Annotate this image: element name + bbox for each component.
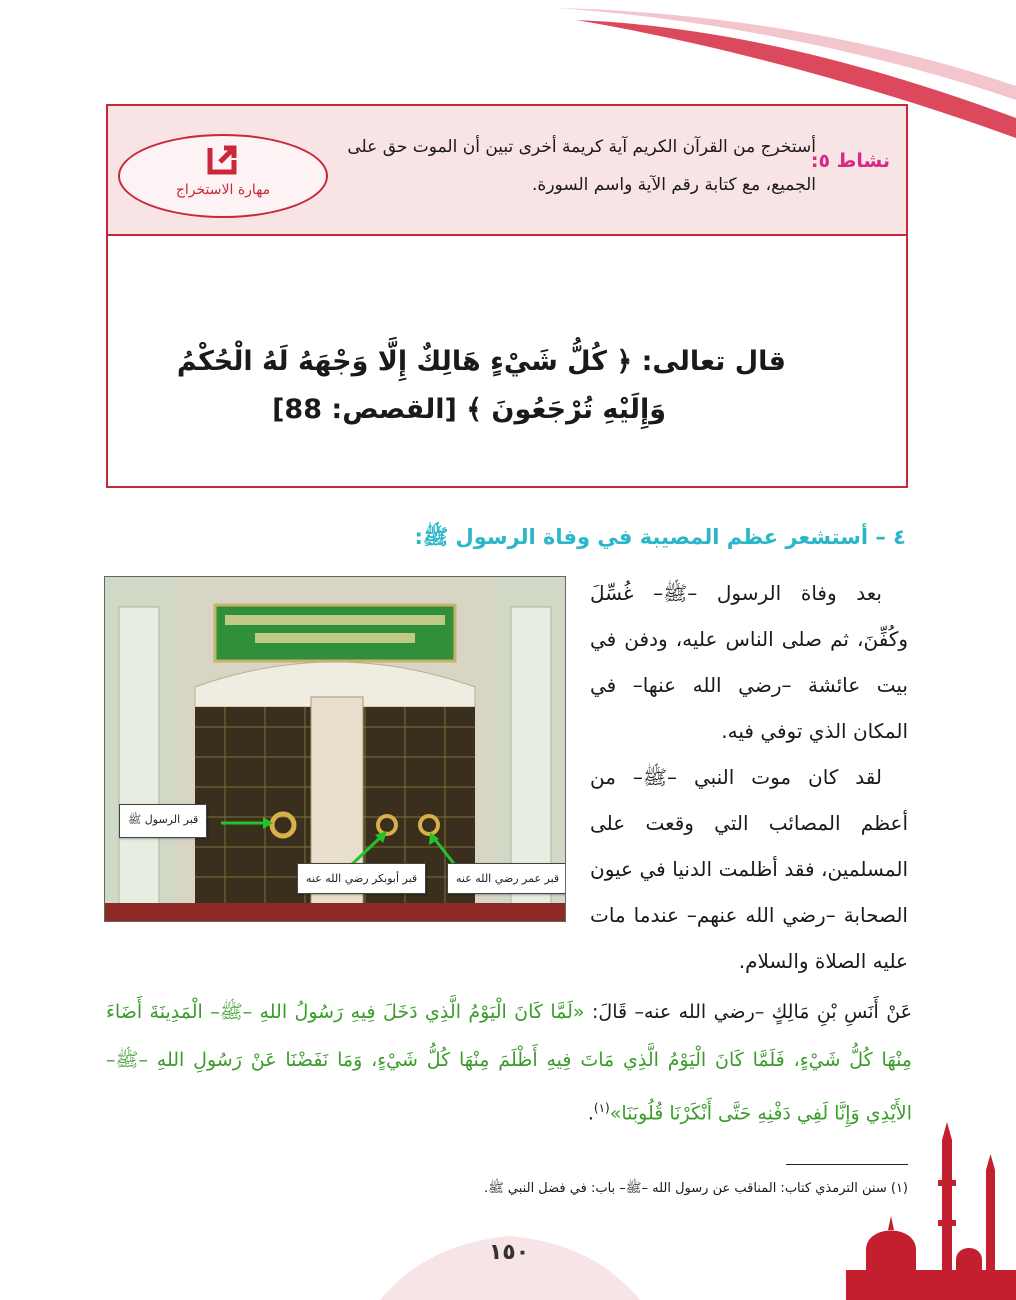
hadith-footnote-ref: (١) (593, 1101, 610, 1115)
hadith-end: . (587, 1102, 594, 1125)
skill-badge (118, 134, 328, 218)
activity-label: نشاط ٥: (810, 150, 890, 172)
skill-label: مهارة الاستخراج (175, 182, 271, 198)
page-number: ١٥٠ (488, 1240, 530, 1265)
mosque-skyline-decoration (846, 1120, 1016, 1300)
section-title: ٤ – أستشعر عظم المصيبة في وفاة الرسول ﷺ: (414, 525, 906, 549)
verse-line-2: وَإِلَيْهِ تُرْجَعُونَ ﴾ [القصص: 88] (272, 394, 666, 425)
paragraph-1: بعد وفاة الرسول –ﷺ– غُسِّلَ وكُفِّنَ، ثم صلى الناس عليه، ودفن في بيت عائشة –رضي الله عنها– في المكان الذي توفي فيه. (590, 581, 908, 743)
tag-umar-grave: قبر عمر رضي الله عنه (447, 863, 566, 894)
prophet-chamber-photo (104, 576, 566, 922)
hadith-narrator: عَنْ أَنَسِ بْنِ مَالِكٍ –رضي الله عنه– قَالَ: (591, 1001, 912, 1023)
activity-instructions: أستخرج من القرآن الكريم آية كريمة أخرى تبين أن الموت حق على الجميع، مع كتابة رقم الآية واسم السورة. (347, 137, 816, 195)
tag-abubakr-grave: قبر أبوبكر رضي الله عنه (297, 863, 426, 894)
extract-icon (206, 142, 240, 176)
verse-line-1: قال تعالى: ﴿ كُلُّ شَيْءٍ هَالِكٌ إِلَّا وَجْهَهُ لَهُ الْحُكْمُ (176, 346, 786, 377)
quran-verse (166, 338, 786, 434)
paragraph-2: لقد كان موت النبي –ﷺ– من أعظم المصائب التي وقعت على المسلمين، فقد أظلمت الدنيا في عيون الصحابة –رضي الله عنهم– عندما مات عليه الصلاة والسلام. (590, 765, 908, 973)
activity-header (108, 106, 906, 236)
activity-box (106, 104, 908, 488)
body-paragraph (590, 570, 908, 984)
tag-prophet-grave: قبر الرسول ﷺ (119, 804, 207, 838)
hadith-block (106, 988, 912, 1137)
footnote: (١) سنن الترمذي كتاب: المناقب عن رسول الله –ﷺ– باب: في فضل النبي ﷺ. (483, 1181, 908, 1196)
hadith-text: «لَمَّا كَانَ الْيَوْمُ الَّذِي دَخَلَ فِيهِ رَسُولُ اللهِ –ﷺ– الْمَدِينَةَ أَضَاءَ مِنْهَا كُلُّ شَيْءٍ، فَلَمَّا كَانَ الْيَوْمُ الَّذِي مَاتَ فِيهِ أَظْلَمَ مِنْهَا كُلُّ شَيْءٍ، وَمَا نَفَضْنَا عَنْ رَسُولِ اللهِ –ﷺ– الأَيْدِي وَإِنَّا لَفِي دَفْنِهِ حَتَّى أَنْكَرْنَا قُلُوبَنَا» (106, 1001, 912, 1125)
